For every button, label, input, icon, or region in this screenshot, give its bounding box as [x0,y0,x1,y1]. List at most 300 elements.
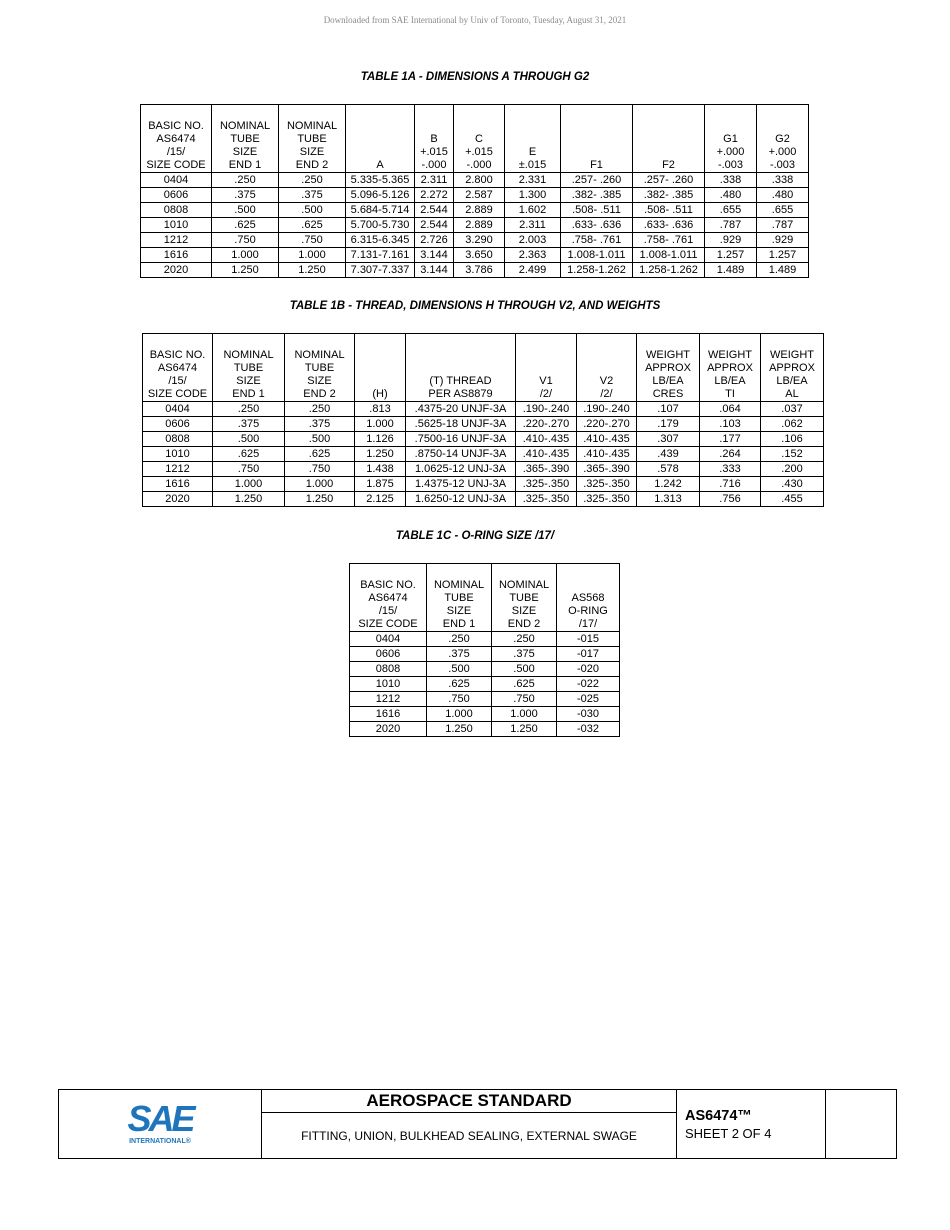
table-cell: 1.489 [757,263,809,278]
table-cell: .508- .511 [561,203,633,218]
column-header [285,334,355,402]
table-cell: 5.335-5.365 [346,173,415,188]
table-cell: 0808 [143,432,213,447]
table-row [350,662,620,677]
table-cell: .625 [212,218,279,233]
table-cell: .500 [213,432,285,447]
column-header-line: TUBE [304,362,335,374]
table-cell: .264 [700,447,761,462]
column-header [757,105,809,173]
table-cell: .152 [761,447,824,462]
column-header-line: +.015 [420,146,448,158]
table-cell: .062 [761,417,824,432]
column-header [577,334,637,402]
table-cell: 1.250 [355,447,406,462]
table-cell: .410-.435 [516,432,577,447]
table-cell: 0606 [141,188,212,203]
table-header-row [141,105,809,173]
table-cell: .410-.435 [577,447,637,462]
table-cell: 1.126 [355,432,406,447]
table-cell: .633- .636 [561,218,633,233]
column-header-line: WEIGHT [708,349,752,361]
column-header [406,334,516,402]
column-header [561,105,633,173]
table-cell: .325-.350 [516,492,577,507]
column-header-line: -.000 [466,159,492,171]
table-cell: .325-.350 [577,492,637,507]
column-header-line: C [475,133,483,145]
table-cell: 7.131-7.161 [346,248,415,263]
column-header-line: A [376,159,384,171]
table-header-row [350,564,620,632]
table-cell: .410-.435 [516,447,577,462]
table-cell: 5.684-5.714 [346,203,415,218]
table-row [350,632,620,647]
table-cell: .382- .385 [633,188,705,203]
table-cell: 1.008-1.011 [633,248,705,263]
column-header-line: +.000 [768,146,797,158]
table-cell: 2.003 [505,233,561,248]
column-header-line: AS568 [571,592,605,604]
table-cell: 7.307-7.337 [346,263,415,278]
table-cell: 0606 [350,647,427,662]
table-cell: .107 [637,402,700,417]
column-header-line: /15/ [378,605,398,617]
table-header-row [143,334,824,402]
sae-logo [127,1097,193,1145]
table-cell: .375 [213,417,285,432]
table-cell: 2.331 [505,173,561,188]
table-cell: .750 [279,233,346,248]
column-header-line: SIZE CODE [146,159,206,171]
column-header-line: CRES [652,388,684,400]
table-cell: .455 [761,492,824,507]
table-cell: .625 [279,218,346,233]
table-cell: 1.250 [427,722,492,737]
column-header-line: PER AS8879 [428,388,493,400]
table-cell: 2.311 [505,218,561,233]
table-cell: .365-.390 [577,462,637,477]
table-cell: .375 [492,647,557,662]
table-cell: 2020 [350,722,427,737]
column-header-line: TUBE [444,592,474,604]
sae-logo-text: SAE [127,1097,193,1139]
column-header-line: /17/ [578,618,598,630]
table-cell: .375 [212,188,279,203]
table-cell: 1212 [350,692,427,707]
table-cell: .750 [213,462,285,477]
table-cell: .756 [700,492,761,507]
table-cell: .716 [700,477,761,492]
table-cell: .500 [492,662,557,677]
column-header-line: BASIC NO. [360,579,416,591]
table-row [141,203,809,218]
table-1c-title: TABLE 1C - O-RING SIZE /17/ [395,530,555,542]
column-header [761,334,824,402]
table-cell: 1.4375-12 UNJ-3A [406,477,516,492]
column-header-line: SIZE [232,146,258,158]
table-cell: 5.096-5.126 [346,188,415,203]
table-cell: .655 [705,203,757,218]
table-cell: 0404 [141,173,212,188]
table-cell: 1.000 [285,477,355,492]
table-cell: .103 [700,417,761,432]
column-header-line: F2 [662,159,675,171]
column-header-line: /2/ [600,388,613,400]
column-header-line: NOMINAL [286,120,338,132]
table-cell: .307 [637,432,700,447]
column-header-line: LB/EA [714,375,746,387]
table-cell: 2020 [141,263,212,278]
table-cell: 2.311 [415,173,454,188]
column-header [212,105,279,173]
column-header-line: F1 [590,159,603,171]
table-cell: 1.250 [279,263,346,278]
table-cell: 1212 [141,233,212,248]
column-header-line: END 1 [232,388,265,400]
column-header-line: AS6474 [156,133,196,145]
column-header-line: SIZE [299,146,325,158]
table-cell: 0404 [143,402,213,417]
table-cell: .325-.350 [577,477,637,492]
table-cell: 3.144 [415,248,454,263]
table-cell: 3.786 [454,263,505,278]
table-cell: .333 [700,462,761,477]
table-cell: 1.257 [757,248,809,263]
table-cell: 1.875 [355,477,406,492]
table-row [141,263,809,278]
table-cell: 1.0625-12 UNJ-3A [406,462,516,477]
column-header-line: END 2 [295,159,329,171]
column-header-line: V1 [539,375,553,387]
table-cell: 1.257 [705,248,757,263]
table-cell: 2.889 [454,203,505,218]
table-cell: .250 [213,402,285,417]
table-cell: .430 [761,477,824,492]
table-row [143,432,824,447]
table-cell: .410-.435 [577,432,637,447]
column-header [346,105,415,173]
column-header [355,334,406,402]
column-header-line: AS6474 [157,362,198,374]
table-cell: 1.602 [505,203,561,218]
table-cell: 3.290 [454,233,505,248]
table-cell: 2.544 [415,218,454,233]
blank-cell [826,1090,897,1159]
table-cell: .929 [705,233,757,248]
table-cell: .250 [492,632,557,647]
table-1a-title: TABLE 1A - DIMENSIONS A THROUGH G2 [360,71,590,83]
column-header [143,334,213,402]
table-cell: .250 [279,173,346,188]
table-cell: 1.6250-12 UNJ-3A [406,492,516,507]
column-header-line: APPROX [645,362,691,374]
column-header-line: E [528,146,537,158]
table-cell: 2020 [143,492,213,507]
table-cell: 2.363 [505,248,561,263]
table-cell: -032 [557,722,620,737]
table-cell: .250 [427,632,492,647]
column-header [557,564,620,632]
table-row [350,722,620,737]
table-1a-dimensions [140,104,809,278]
table-cell: 3.144 [415,263,454,278]
table-cell: .480 [757,188,809,203]
table-cell: 1.000 [492,707,557,722]
table-cell: .5625-18 UNJF-3A [406,417,516,432]
table-cell: .257- .260 [561,173,633,188]
table-cell: 3.650 [454,248,505,263]
table-cell: .929 [757,233,809,248]
table-cell: .4375-20 UNJF-3A [406,402,516,417]
table-row [141,248,809,263]
table-cell: .625 [427,677,492,692]
table-cell: 1.250 [213,492,285,507]
column-header [637,334,700,402]
table-row [141,233,809,248]
column-header-line: SIZE CODE [358,618,418,630]
sae-logo-subtext: INTERNATIONAL® [129,1137,191,1145]
column-header [516,334,577,402]
table-cell: 1616 [350,707,427,722]
column-header [415,105,454,173]
column-header-line: END 2 [507,618,541,630]
column-header-line: SIZE [307,375,332,387]
table-cell: .758- .761 [633,233,705,248]
column-header-line: /15/ [166,146,186,158]
table-cell: 1616 [141,248,212,263]
table-cell: -015 [557,632,620,647]
table-cell: 1.250 [285,492,355,507]
table-cell: 1010 [143,447,213,462]
table-cell: .750 [212,233,279,248]
table-cell: .787 [757,218,809,233]
column-header-line: NOMINAL [294,349,345,361]
table-cell: 1.258-1.262 [561,263,633,278]
table-cell: .500 [285,432,355,447]
table-row [141,188,809,203]
column-header [213,334,285,402]
table-cell: .179 [637,417,700,432]
column-header-line: APPROX [707,362,753,374]
column-header-line: END 2 [303,388,336,400]
table-cell: -025 [557,692,620,707]
table-1b-title: TABLE 1B - THREAD, DIMENSIONS H THROUGH V2, AND WEIGHTS [289,300,661,312]
column-header-line: END 1 [442,618,476,630]
table-cell: 0404 [350,632,427,647]
table-cell: -020 [557,662,620,677]
column-header-line: TUBE [230,133,260,145]
title-block [58,1089,897,1159]
table-cell: .375 [427,647,492,662]
table-cell: .177 [700,432,761,447]
column-header-line: SIZE [236,375,261,387]
table-cell: .439 [637,447,700,462]
table-cell: 2.800 [454,173,505,188]
column-header-line: O-RING [568,605,608,617]
table-cell: -030 [557,707,620,722]
table-cell: -017 [557,647,620,662]
table-cell: .8750-14 UNJF-3A [406,447,516,462]
column-header-line: WEIGHT [646,349,690,361]
table-cell: .106 [761,432,824,447]
table-cell: .813 [355,402,406,417]
column-header [700,334,761,402]
column-header-line: NOMINAL [433,579,485,591]
table-cell: 1.000 [427,707,492,722]
table-cell: .037 [761,402,824,417]
table-cell: -022 [557,677,620,692]
column-header-line: NOMINAL [223,349,274,361]
column-header-line: /2/ [539,388,553,400]
table-cell: 0606 [143,417,213,432]
table-cell: .480 [705,188,757,203]
column-header-line: TUBE [509,592,539,604]
table-cell: .365-.390 [516,462,577,477]
table-row [143,402,824,417]
column-header [141,105,212,173]
table-cell: .750 [427,692,492,707]
table-cell: 1.250 [212,263,279,278]
column-header-line: /15/ [168,375,187,387]
table-cell: .750 [285,462,355,477]
column-header-line: B [430,133,438,145]
table-cell: 1.008-1.011 [561,248,633,263]
table-cell: .250 [285,402,355,417]
table-row [143,462,824,477]
document-description: FITTING, UNION, BULKHEAD SEALING, EXTERNAL SWAGE [262,1113,677,1159]
table-cell: 1.000 [355,417,406,432]
column-header-line: V2 [599,375,614,387]
table-cell: 6.315-6.345 [346,233,415,248]
table-cell: 2.544 [415,203,454,218]
table-cell: 1.313 [637,492,700,507]
column-header [633,105,705,173]
column-header [492,564,557,632]
table-cell: 2.272 [415,188,454,203]
table-cell: .500 [212,203,279,218]
table-cell: .500 [279,203,346,218]
table-cell: .508- .511 [633,203,705,218]
table-cell: .220-.270 [577,417,637,432]
table-cell: .655 [757,203,809,218]
column-header-line: LB/EA [776,375,808,387]
column-header-line: AL [785,388,799,400]
table-cell: 2.499 [505,263,561,278]
table-cell: .633- .636 [633,218,705,233]
table-cell: .787 [705,218,757,233]
column-header-line: -.003 [769,159,796,171]
column-header-line: END 1 [228,159,262,171]
table-row [350,692,620,707]
table-row [143,447,824,462]
table-cell: 2.889 [454,218,505,233]
column-header [427,564,492,632]
table-cell: 1.242 [637,477,700,492]
table-row [350,677,620,692]
column-header-line: WEIGHT [770,349,814,361]
table-cell: .625 [492,677,557,692]
table-cell: .338 [705,173,757,188]
sheet-number: SHEET 2 OF 4 [685,1125,772,1141]
table-cell: 1.438 [355,462,406,477]
column-header-line: BASIC NO. [149,349,206,361]
table-cell: .220-.270 [516,417,577,432]
table-cell: 1212 [143,462,213,477]
table-cell: 1.300 [505,188,561,203]
table-cell: 1616 [143,477,213,492]
table-1b-thread-weights [142,333,824,507]
table-row [143,492,824,507]
sae-logo-cell [59,1090,262,1159]
column-header-line: TUBE [297,133,327,145]
table-cell: .578 [637,462,700,477]
table-cell: 1.000 [212,248,279,263]
column-header-line: G2 [775,133,790,145]
table-cell: 5.700-5.730 [346,218,415,233]
table-cell: .064 [700,402,761,417]
table-cell: 1.000 [213,477,285,492]
table-1c-o-ring-size [349,563,620,737]
table-row [143,477,824,492]
table-row [350,707,620,722]
column-header-line: TUBE [233,362,264,374]
table-cell: .257- .260 [633,173,705,188]
column-header-line: APPROX [769,362,815,374]
table-cell: 2.726 [415,233,454,248]
table-cell: .758- .761 [561,233,633,248]
column-header-line: BASIC NO. [148,120,204,132]
table-cell: 1.250 [492,722,557,737]
table-cell: 1010 [350,677,427,692]
table-cell: 2.125 [355,492,406,507]
column-header-line: ±.015 [518,159,547,171]
table-cell: 1.489 [705,263,757,278]
table-cell: .338 [757,173,809,188]
table-cell: .250 [212,173,279,188]
table-cell: .200 [761,462,824,477]
table-cell: .190-.240 [516,402,577,417]
table-cell: .375 [279,188,346,203]
table-cell: 0808 [350,662,427,677]
column-header-line: TI [725,388,735,400]
table-row [143,417,824,432]
column-header-line: NOMINAL [498,579,550,591]
table-cell: 1010 [141,218,212,233]
column-header [279,105,346,173]
table-cell: .7500-16 UNJF-3A [406,432,516,447]
column-header [350,564,427,632]
column-header-line: SIZE CODE [147,388,208,400]
table-row [141,173,809,188]
table-cell: .750 [492,692,557,707]
column-header [705,105,757,173]
table-cell: .500 [427,662,492,677]
column-header-line: NOMINAL [219,120,271,132]
table-row [141,218,809,233]
column-header-line: SIZE [446,605,472,617]
download-note: Downloaded from SAE International by Univ of Toronto, Tuesday, August 31, 2021 [323,15,627,25]
table-cell: .625 [285,447,355,462]
column-header-line: -.003 [717,159,744,171]
document-number-cell [677,1090,826,1159]
column-header-line: -.000 [421,159,447,171]
column-header-line: AS6474 [368,592,408,604]
column-header-line: G1 [723,133,738,145]
column-header-line: +.015 [465,146,493,158]
column-header-line: (T) THREAD [429,375,492,387]
table-cell: 0808 [141,203,212,218]
